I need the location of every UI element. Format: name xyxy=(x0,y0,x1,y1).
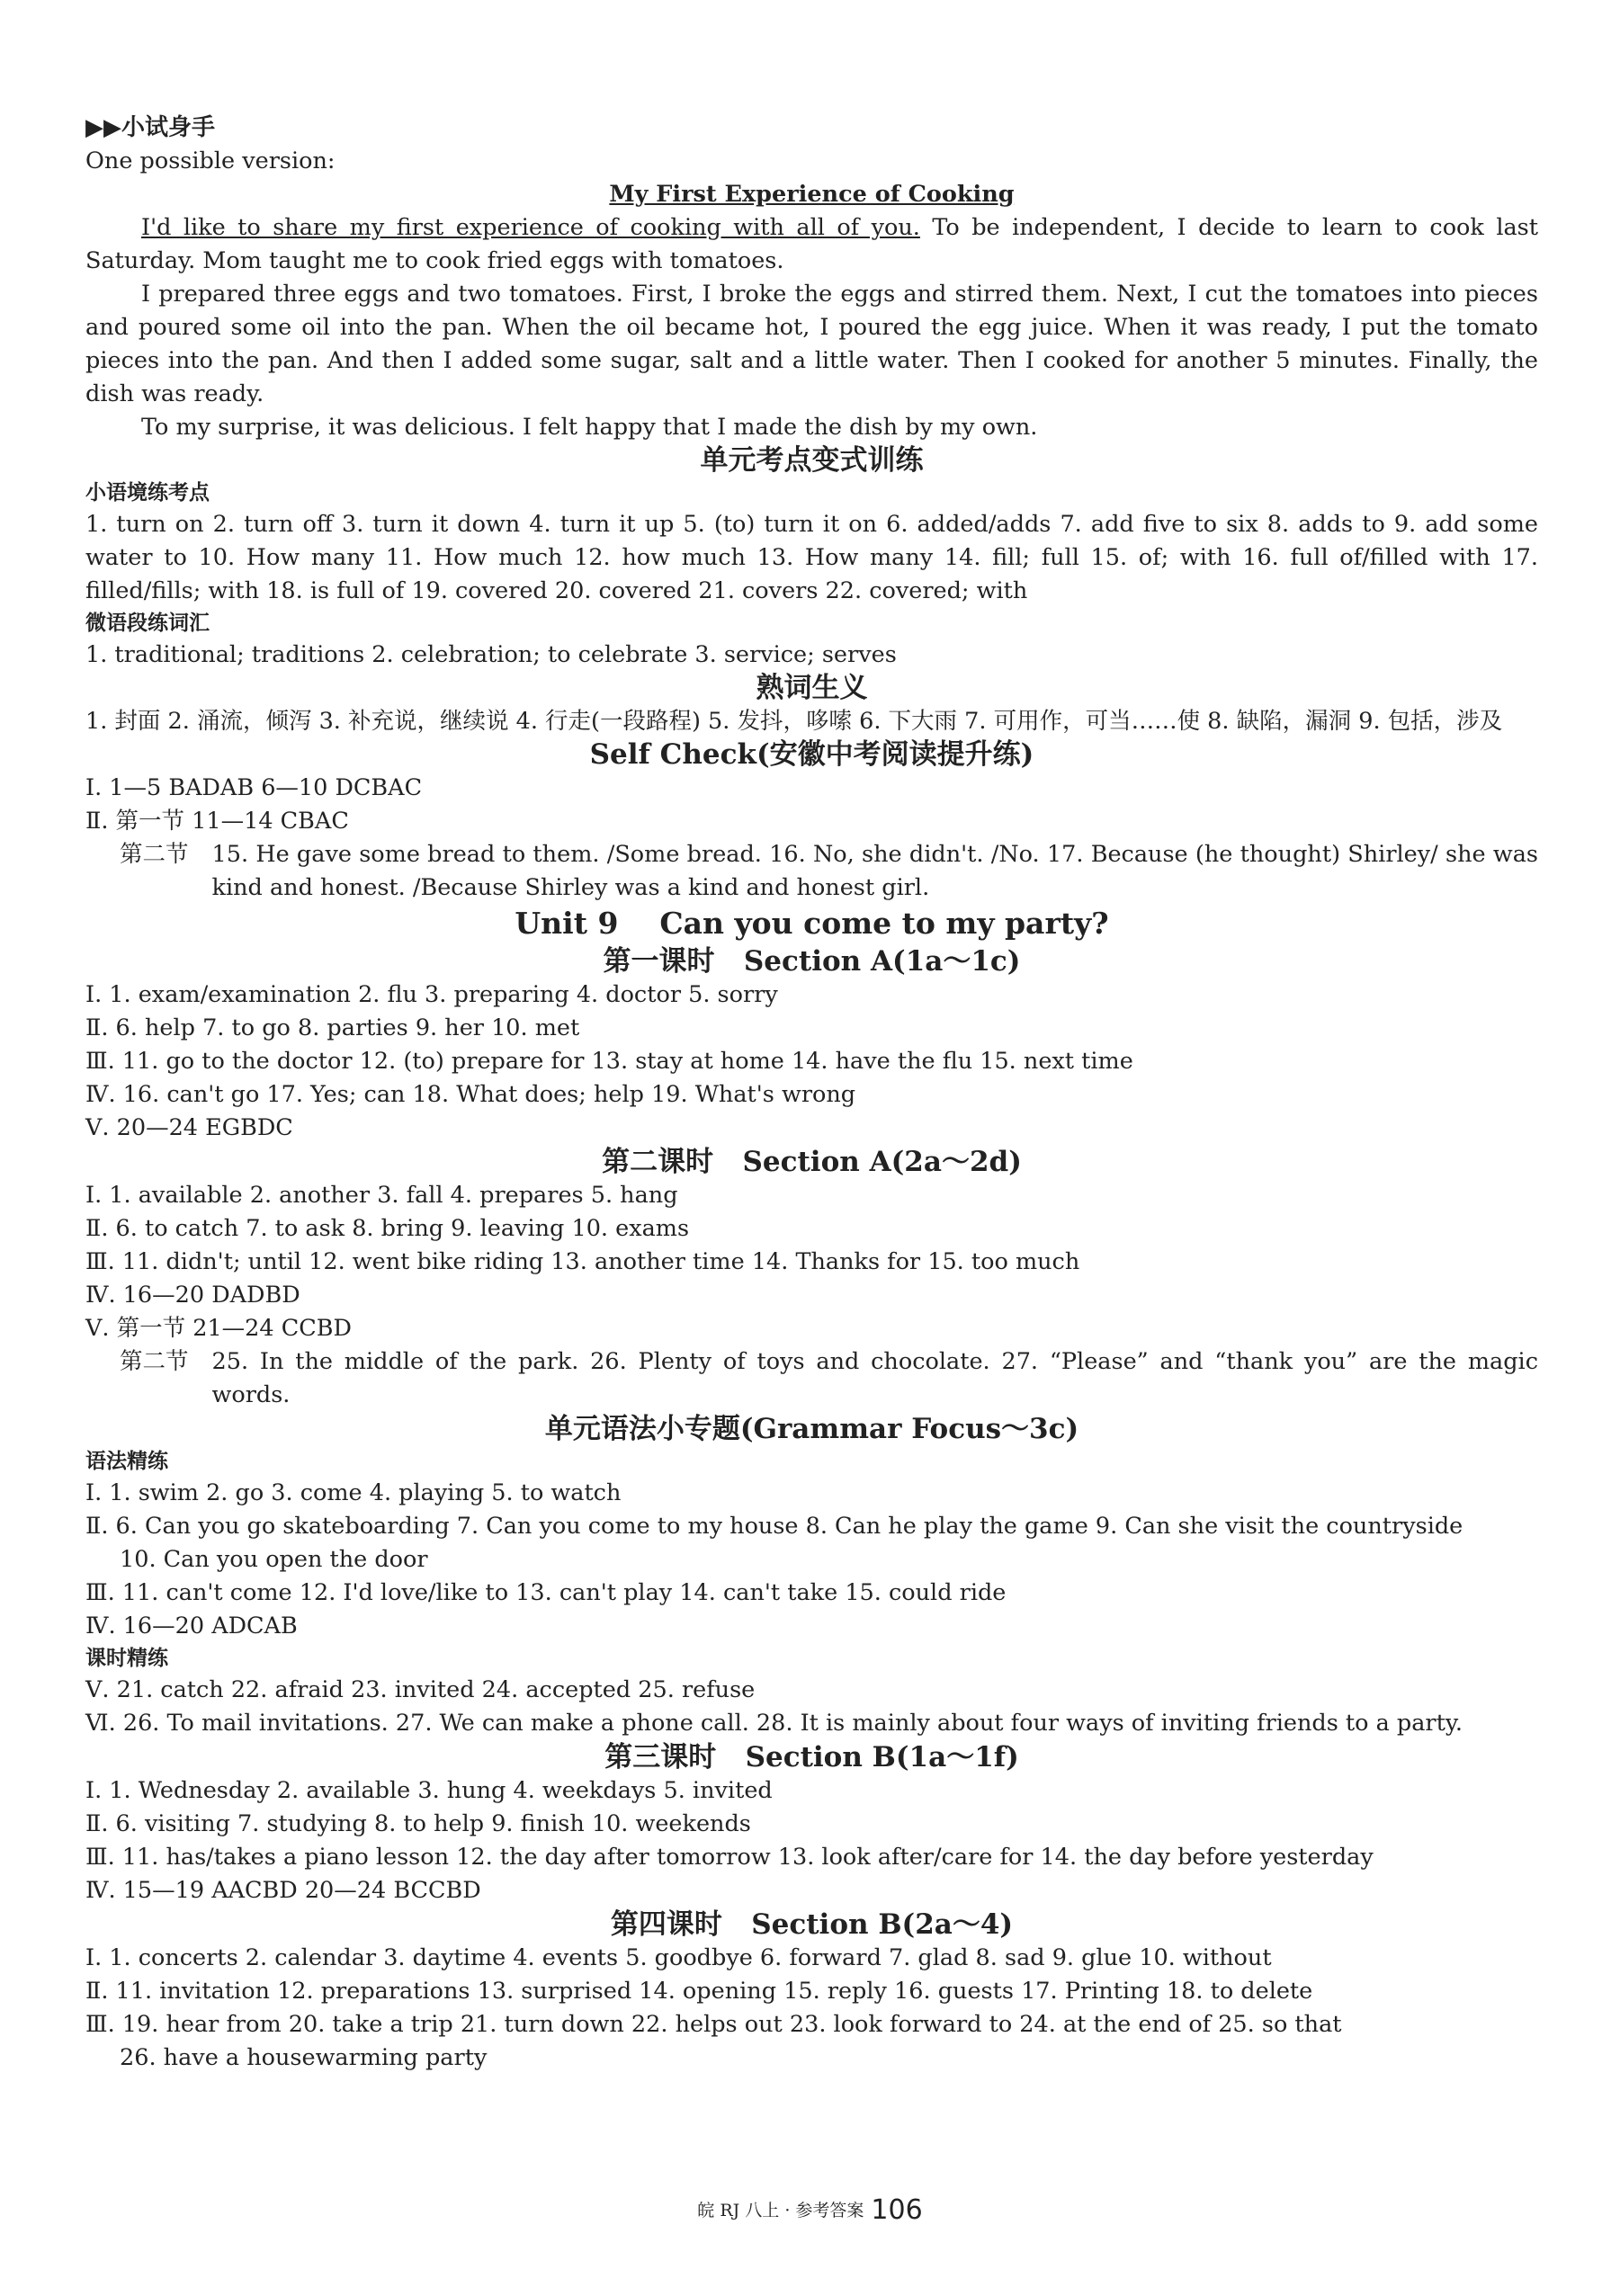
answer-line: Ⅰ. 1. available 2. another 3. fall 4. prepares 5. hang xyxy=(85,1182,678,1209)
answer-line: Ⅴ. 21. catch 22. afraid 23. invited 24. accepted 25. refuse xyxy=(85,1676,756,1703)
answer-line: Ⅲ. 11. can't come 12. I'd love/like to 13. can't play 14. can't take 15. could ride xyxy=(85,1579,1007,1606)
answer-line: Ⅰ. 1. swim 2. go 3. come 4. playing 5. to watch xyxy=(85,1479,622,1506)
footer-label: 皖 RJ 八上 · 参考答案 xyxy=(697,2201,864,2220)
answer-line: Ⅳ. 16. can't go 17. Yes; can 18. What does; help 19. What's wrong xyxy=(85,1081,856,1108)
essay-title xyxy=(85,178,1538,211)
answer-line: 1. traditional; traditions 2. celebration; to celebrate 3. service; serves xyxy=(85,641,897,668)
answer-text: 25. In the middle of the park. 26. Plenty of toys and chocolate. 27. “Please” and “thank you” are the magic words. xyxy=(211,1348,1538,1408)
answer-line: Ⅱ. 11. invitation 12. preparations 13. surprised 14. opening 15. reply 16. guests 17. Printing 18. to delete xyxy=(85,1978,1313,2005)
lesson-title: 第四课时 Section B(2a～4) xyxy=(610,1908,1014,1941)
subsection-title: 小语境练考点 xyxy=(85,481,210,505)
lesson-title: 第一课时 Section A(1a～1c) xyxy=(603,945,1021,978)
grammar-title: 单元语法小专题(Grammar Focus～3c) xyxy=(544,1413,1079,1445)
answer-line: Ⅴ. 第一节 21—24 CCBD xyxy=(85,1315,352,1342)
essay-paragraph-1-rest: To be independent, I decide to learn to cook last Saturday. Mom taught me to cook fried eggs with tomatoes. xyxy=(85,214,1539,274)
subsection-title: 语法精练 xyxy=(85,1450,168,1473)
answer-line: Ⅰ. 1—5 BADAB 6—10 DCBAC xyxy=(85,774,423,801)
answer-block xyxy=(85,838,1538,905)
self-check-title: Self Check(安徽中考阅读提升练) xyxy=(589,738,1034,771)
essay-topic-sentence: I'd like to share my first experience of cooking with all of you. xyxy=(141,214,920,241)
page-number: 106 xyxy=(871,2194,923,2226)
answer-line: Ⅱ. 6. help 7. to go 8. parties 9. her 10. met xyxy=(85,1014,580,1041)
lesson-title: 第三课时 Section B(1a～1f) xyxy=(604,1741,1019,1773)
essay-paragraph-2: I prepared three eggs and two tomatoes. First, I broke the eggs and stirred them. Next, I cut the tomatoes into pieces and poured some oil into the pan. When the oil became hot, I poured the egg juice. When it was ready, I put the tomato pieces into the pan. And then I added some sugar, salt and a little water. Then I cooked for another 5 minutes. Finally, the dish was ready. xyxy=(85,281,1538,407)
essay-title-text: My First Experience of Cooking xyxy=(609,181,1015,208)
subsection-title: 课时精练 xyxy=(85,1647,168,1670)
page-content xyxy=(85,112,1538,2075)
section-label: 第二节 xyxy=(120,1348,189,1375)
answer-text: 15. He gave some bread to them. /Some bread. 16. No, she didn't. /No. 17. Because (he thought) Shirley/ she was kind and honest. /Because Shirley was a kind and honest girl. xyxy=(211,841,1538,901)
answer-line: Ⅱ. 第一节 11—14 CBAC xyxy=(85,808,349,835)
answer-line: Ⅳ. 16—20 DADBD xyxy=(85,1282,300,1309)
answer-line: Ⅱ. 6. Can you go skateboarding 7. Can you come to my house 8. Can he play the game 9. Can she visit the countryside xyxy=(85,1513,1463,1540)
answer-block xyxy=(85,1345,1538,1412)
answer-line: Ⅱ. 6. visiting 7. studying 8. to help 9. finish 10. weekends xyxy=(85,1810,751,1837)
answer-line: 26. have a housewarming party xyxy=(120,2044,488,2071)
page-footer xyxy=(0,2194,1620,2226)
section-label: 第二节 xyxy=(120,841,189,868)
answer-line: Ⅲ. 11. has/takes a piano lesson 12. the day after tomorrow 13. look after/care for 14. the day before yesterday xyxy=(85,1844,1374,1871)
answer-line: Ⅲ. 11. didn't; until 12. went bike riding 13. another time 14. Thanks for 15. too much xyxy=(85,1248,1080,1275)
essay-paragraph-3: To my surprise, it was delicious. I felt happy that I made the dish by my own. xyxy=(141,414,1038,441)
answer-line: Ⅳ. 16—20 ADCAB xyxy=(85,1613,298,1639)
answer-line: Ⅲ. 19. hear from 20. take a trip 21. turn down 22. helps out 23. look forward to 24. at the end of 25. so that xyxy=(85,2011,1342,2038)
subsection-title: 微语段练词汇 xyxy=(85,612,210,635)
essay-paragraph-1 xyxy=(85,211,1538,278)
answer-line: Ⅰ. 1. Wednesday 2. available 3. hung 4. weekdays 5. invited xyxy=(85,1777,773,1804)
answer-line: Ⅰ. 1. concerts 2. calendar 3. daytime 4. events 5. goodbye 6. forward 7. glad 8. sad 9. glue 10. without xyxy=(85,1944,1272,1971)
answer-line: Ⅱ. 6. to catch 7. to ask 8. bring 9. leaving 10. exams xyxy=(85,1215,690,1242)
unit-exercise-title: 单元考点变式训练 xyxy=(700,444,924,477)
answer-line: Ⅲ. 11. go to the doctor 12. (to) prepare for 13. stay at home 14. have the flu 15. next time xyxy=(85,1048,1133,1075)
intro-line: One possible version: xyxy=(85,147,336,174)
answer-line: 10. Can you open the door xyxy=(120,1546,428,1573)
answer-line: Ⅵ. 26. To mail invitations. 27. We can make a phone call. 28. It is mainly about four ways of inviting friends to a party. xyxy=(85,1710,1463,1737)
answer-line: Ⅴ. 20—24 EGBDC xyxy=(85,1114,293,1141)
section-kicker: ▶▶小试身手 xyxy=(85,114,215,141)
unit-title: Unit 9 Can you come to my party? xyxy=(515,906,1109,941)
lesson-title: 第二课时 Section A(2a～2d) xyxy=(602,1146,1022,1178)
answer-block: 1. 封面 2. 涌流，倾泻 3. 补充说，继续说 4. 行走(一段路程) 5. 发抖，哆嗦 6. 下大雨 7. 可用作，可当……使 8. 缺陷，漏洞 9. 包括，涉及 xyxy=(85,708,1503,735)
answer-line: Ⅰ. 1. exam/examination 2. flu 3. preparing 4. doctor 5. sorry xyxy=(85,981,778,1008)
answer-block: 1. turn on 2. turn off 3. turn it down 4. turn it up 5. (to) turn it on 6. added/adds 7. add five to six 8. adds to 9. add some water to 10. How many 11. How much 12. how much 13. How many 14. fill; full 15. of; with 16. full of/filled with 17. filled/fills; with 18. is full of 19. covered 20. covered 21. covers 22. covered; with xyxy=(85,511,1538,604)
shuci-title: 熟词生义 xyxy=(756,672,868,704)
answer-line: Ⅳ. 15—19 AACBD 20—24 BCCBD xyxy=(85,1877,481,1904)
